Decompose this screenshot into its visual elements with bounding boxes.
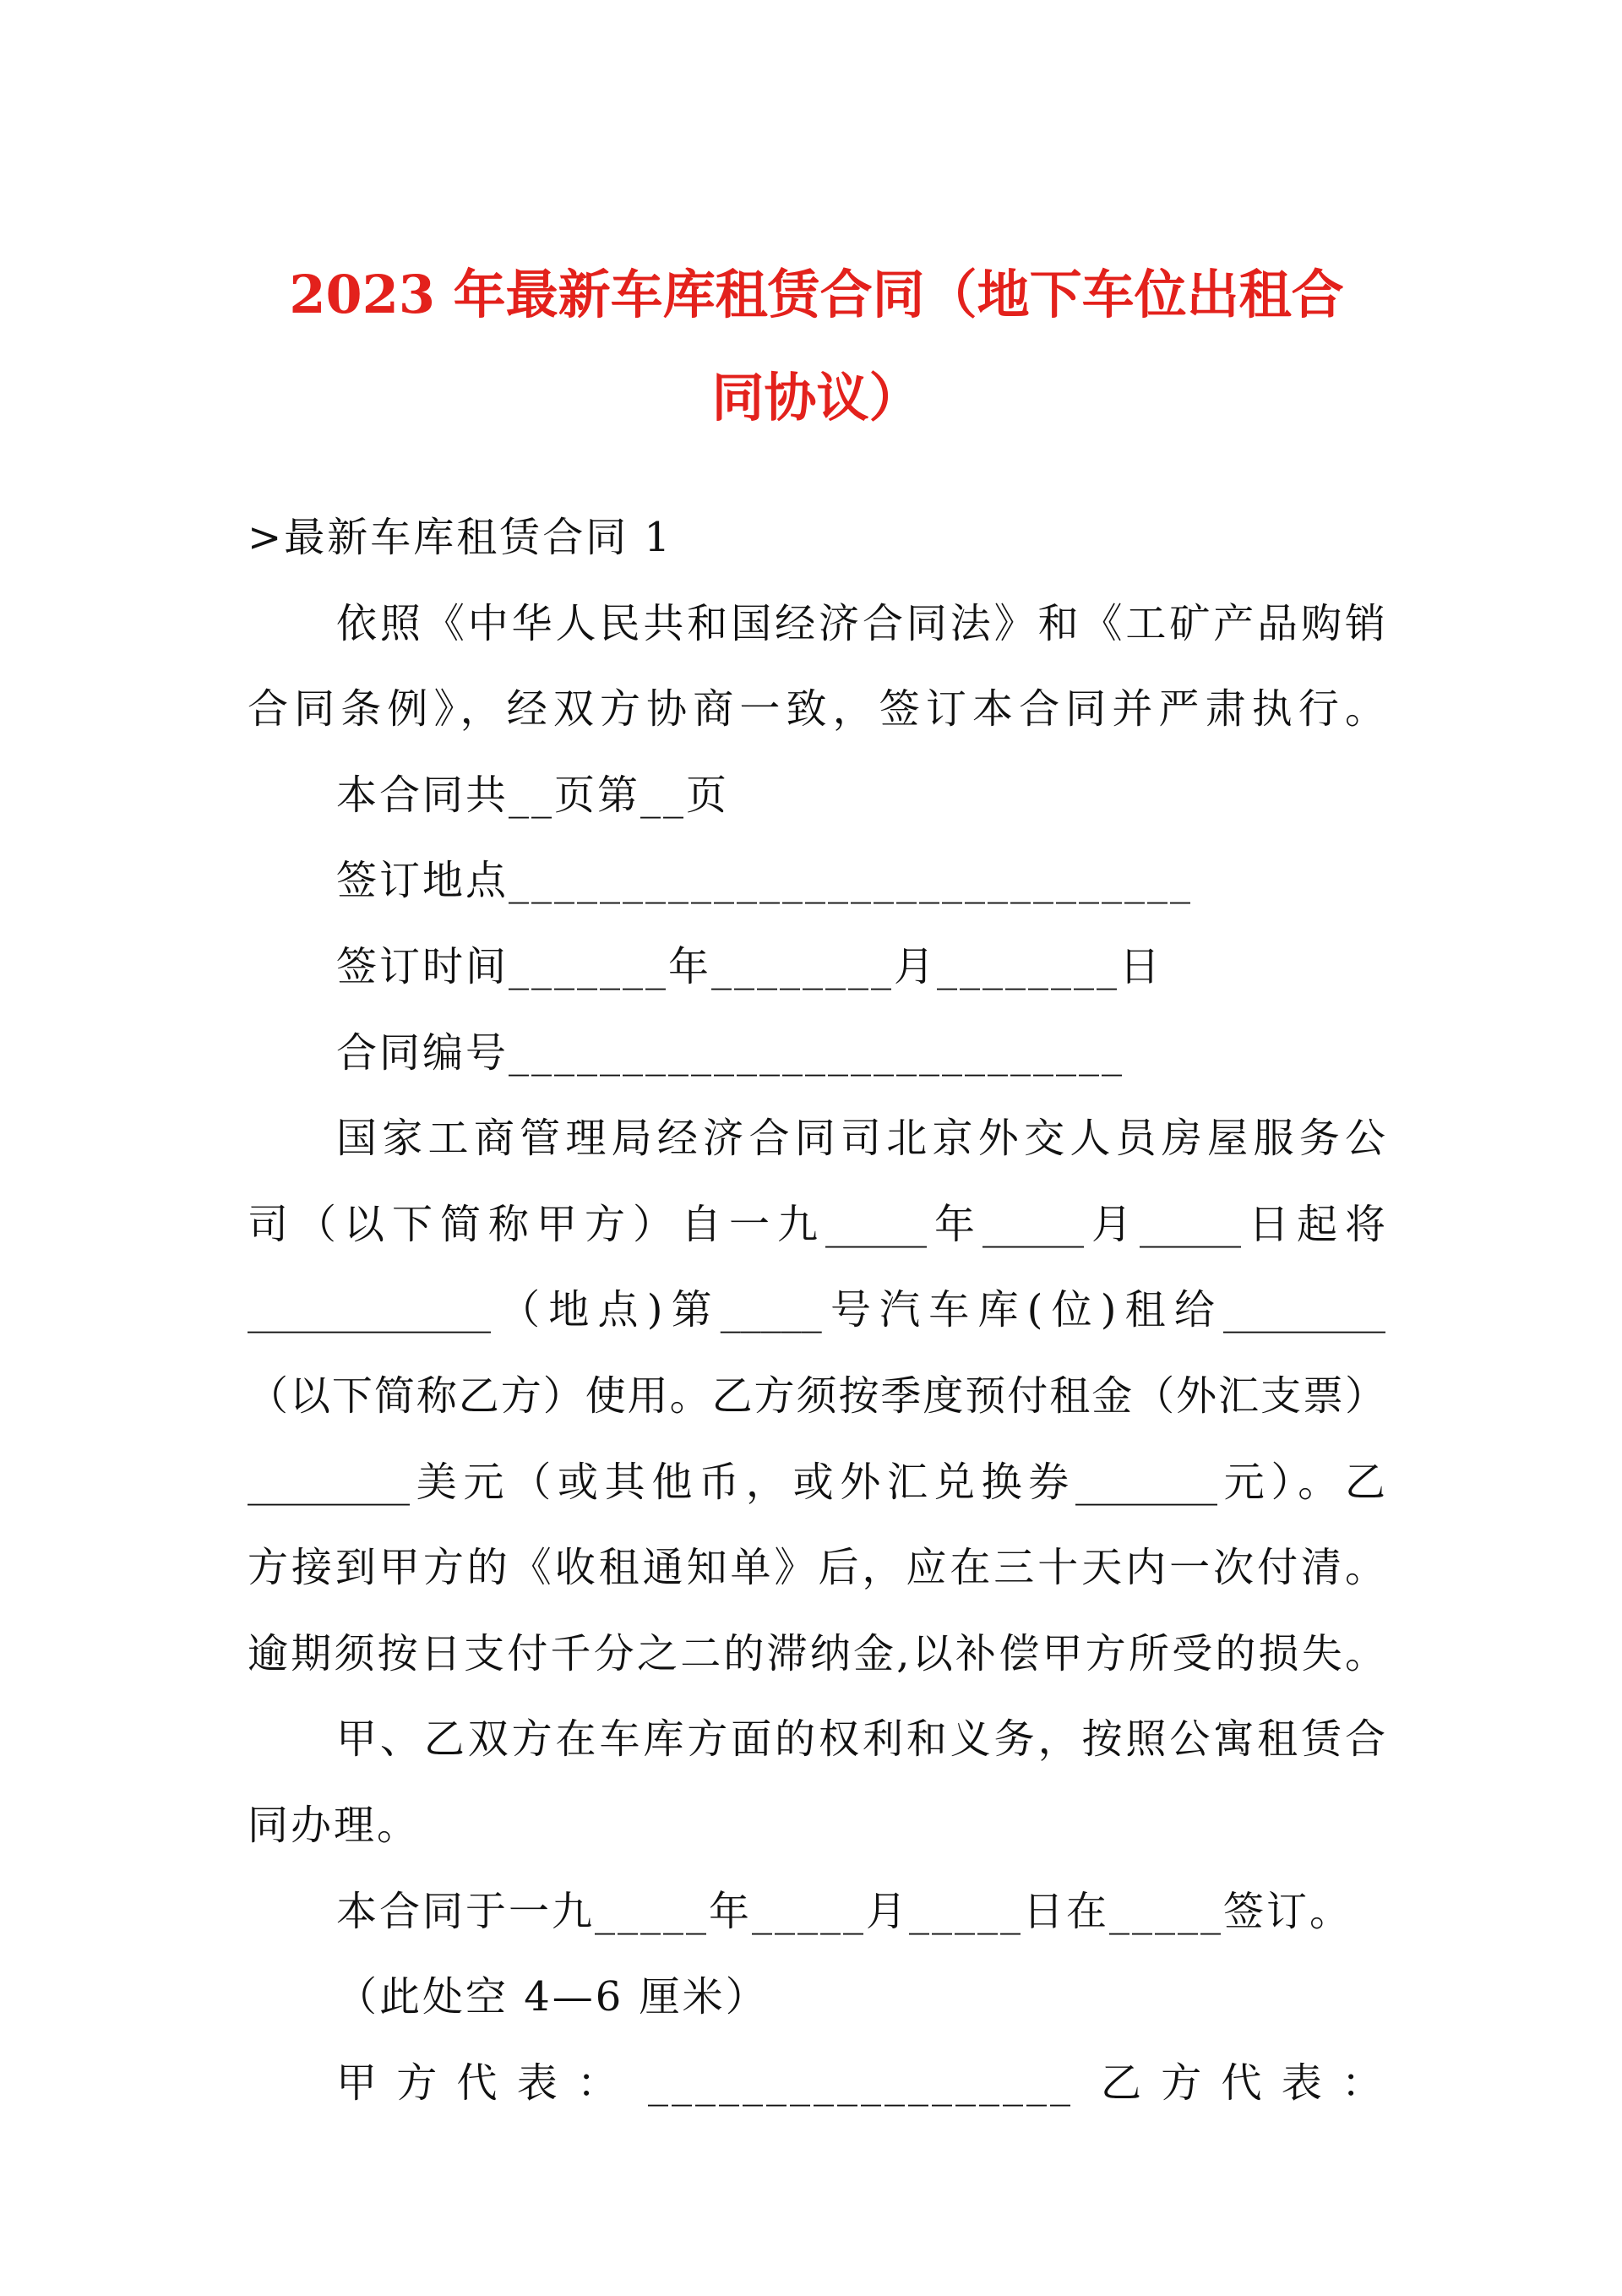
preamble-line: 合同条例》，经双方协商一致，签订本合同并严肃执行。: [248, 685, 1385, 734]
preamble-line: 依照《中华人民共和国经济合同法》和《工矿产品购销: [336, 599, 1385, 647]
signing-place: 签订地点______________________________: [336, 857, 1194, 905]
signing-time: 签订时间_______年________月________日: [336, 942, 1163, 990]
main-clause-line: （以下简称乙方）使用。乙方须按季度预付租金（外汇支票）: [248, 1372, 1385, 1420]
main-clause-line: 国家工商管理局经济合同司北京外交人员房屋服务公: [336, 1115, 1385, 1163]
rights-clause-line: 甲、乙双方在车库方面的权利和义务，按照公寓租赁合: [336, 1715, 1385, 1764]
title-line-1: 2023 年最新车库租赁合同（地下车位出租合: [289, 264, 1344, 325]
contract-number: 合同编号___________________________: [336, 1028, 1125, 1077]
title-line-2: 同协议）: [711, 367, 922, 428]
contract-body: [248, 495, 1385, 2126]
section-heading: >最新车库租赁合同 1: [248, 514, 673, 561]
main-clause-line: 司（以下简称甲方）自一九_____年_____月_____日起将: [248, 1200, 1385, 1248]
rights-clause-line: 同办理。: [248, 1801, 421, 1849]
party-a-representative-label: 甲 方 代 表 ：: [336, 2059, 622, 2107]
main-clause-line: ________美元（或其他币，或外汇兑换券_______元）。乙: [248, 1458, 1385, 1506]
party-a-signature-blank: __________________: [648, 2059, 1074, 2107]
space-note: （此处空 4—6 厘米）: [336, 1973, 769, 2021]
main-clause-line: 方接到甲方的《收租通知单》后，应在三十天内一次付清。: [248, 1544, 1385, 1592]
party-b-representative-label: 乙 方 代 表 ：: [1100, 2059, 1385, 2107]
document-title: [248, 243, 1385, 450]
signing-date: 本合同于一九_____年_____月_____日在_____签订。: [336, 1887, 1353, 1935]
main-clause-line: ____________（地点)第_____号汽车库(位)租给________: [248, 1286, 1385, 1334]
representatives-row: [248, 2041, 1385, 2127]
main-clause-line: 逾期须按日支付千分之二的滞纳金,以补偿甲方所受的损失。: [248, 1629, 1385, 1677]
page-count: 本合同共__页第__页: [336, 771, 730, 819]
